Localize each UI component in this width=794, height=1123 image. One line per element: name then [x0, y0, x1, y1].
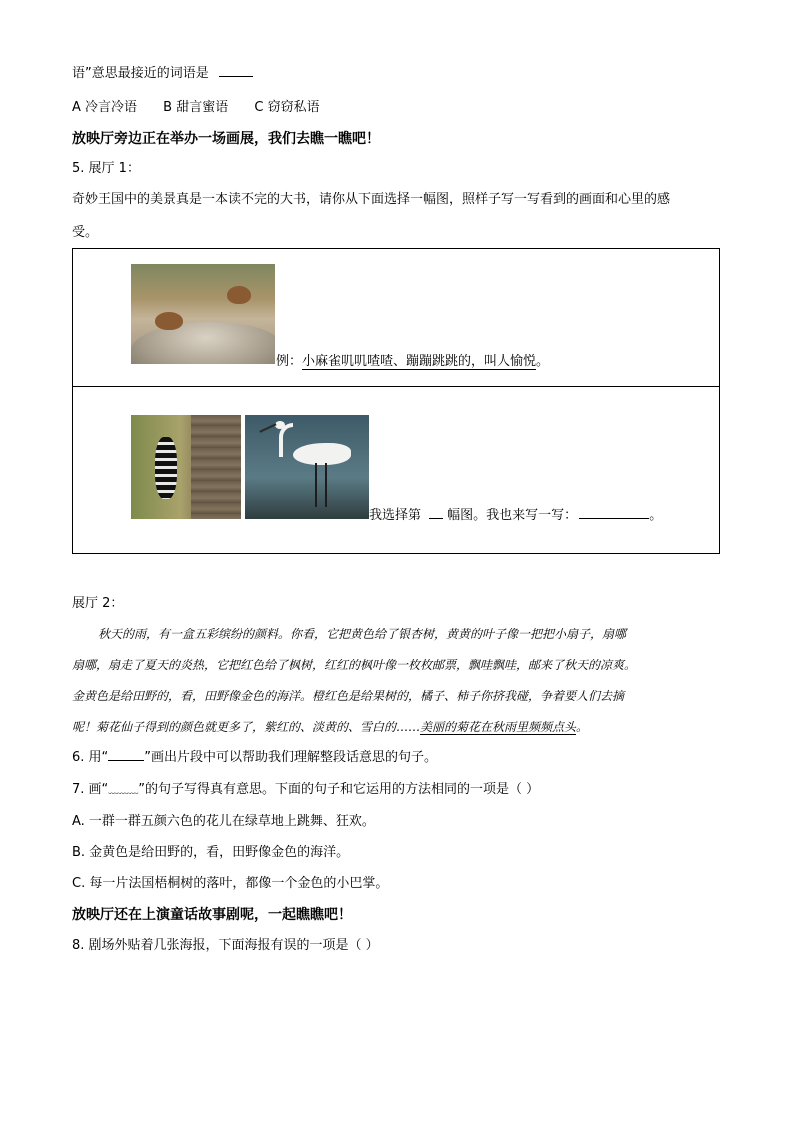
passage-line-4-end: 。: [576, 720, 589, 734]
sparrows-photo: [131, 264, 275, 364]
egret-photo[interactable]: [245, 415, 369, 519]
q5-choose-line: [359, 506, 662, 526]
q7-option-b[interactable]: B. 金黄色是给田野的，看，田野像金色的海洋。: [72, 845, 350, 860]
passage-line-1: 秋天的雨，有一盒五彩缤纷的颜料。你看，它把黄色给了银杏树，黄黄的叶子像一把把小扇子，扇哪: [98, 627, 627, 641]
passage-line-2: 扇哪，扇走了夏天的炎热，它把红色给了枫树，红红的枫叶像一枚枚邮票，飘哇飘哇，邮来了秋天的凉爽。: [72, 658, 637, 672]
q5-picture-table: [72, 248, 720, 554]
example-end: 。: [536, 354, 550, 369]
passage-line-4: [72, 712, 732, 743]
woodpecker-bird: [155, 437, 177, 499]
q7-stem: [72, 780, 539, 801]
autumn-rain-passage: [72, 619, 732, 743]
q4-choice-a[interactable]: A 冷言冷语: [72, 100, 138, 115]
choose-part1: 我选择第: [369, 508, 422, 523]
q4-choice-b[interactable]: B 甜言蜜语: [163, 100, 229, 115]
q5-instruction-line1: 奇妙王国中的美景真是一本读不完的大书，请你从下面选择一幅图，照样子写一写看到的画面和心里的感: [72, 192, 671, 207]
q4-answer-blank[interactable]: [219, 76, 253, 77]
sparrow-left: [155, 312, 183, 330]
picture-number-blank[interactable]: [429, 518, 443, 519]
q4-stem: [72, 64, 253, 84]
choose-end: 。: [649, 508, 663, 523]
q5-example: [276, 352, 549, 372]
q7-prefix: 7. 画“: [72, 782, 109, 797]
hall-2-label: 展厅 2：: [72, 596, 124, 611]
egret-leg-right: [325, 463, 327, 507]
choose-part3: 。我也来写一写：: [473, 508, 578, 523]
choose-part2: 幅图: [447, 508, 474, 523]
q6-underline-mark: [108, 760, 144, 761]
q7-option-c[interactable]: C. 每一片法国梧桐树的落叶，都像一个金色的小巴掌。: [72, 876, 389, 891]
tree-trunk: [191, 415, 241, 519]
rock-shape: [131, 322, 275, 364]
q5-number: 5. 展厅 1：: [72, 161, 140, 176]
example-prefix: 例：: [276, 354, 303, 369]
passage-underlined-sentence: 美丽的菊花在秋雨里频频点头: [420, 720, 577, 734]
section-heading-exhibition: 放映厅旁边正在举办一场画展，我们去瞧一瞧吧！: [72, 131, 380, 147]
egret-leg-left: [315, 463, 317, 507]
egret-body: [293, 443, 351, 465]
q4-text: 语”意思最接近的词语是: [72, 66, 209, 81]
writing-blank[interactable]: [579, 518, 649, 519]
q6-prefix: 6. 用“: [72, 750, 109, 765]
q4-choices: [72, 98, 342, 118]
q7-suffix: ”的句子写得真有意思。下面的句子和它运用的方法相同的一项是（ ）: [138, 782, 540, 797]
q8-stem: 8. 剧场外贴着几张海报，下面海报有误的一项是（ ）: [72, 938, 379, 953]
q4-choice-c[interactable]: C 窃窃私语: [254, 100, 320, 115]
egret-beak: [259, 423, 276, 432]
q7-wave-mark: ﹏﹏﹏: [108, 785, 139, 796]
passage-line-3: 金黄色是给田野的，看，田野像金色的海洋。橙红色是给果树的，橘子、柿子你挤我碰，争着要人们去摘: [72, 689, 625, 703]
table-row-divider: [73, 386, 719, 387]
sparrow-right: [227, 286, 251, 304]
example-sentence: 小麻雀叽叽喳喳、蹦蹦跳跳的，叫人愉悦: [302, 354, 537, 369]
q6-suffix: ”画出片段中可以帮助我们理解整段话意思的句子。: [144, 750, 438, 765]
passage-line-4-text: 呢！菊花仙子得到的颜色就更多了，紫红的、淡黄的、雪白的……: [72, 720, 421, 734]
q7-option-a[interactable]: A. 一群一群五颜六色的花儿在绿草地上跳舞、狂欢。: [72, 814, 375, 829]
q5-instruction-line2: 受。: [72, 225, 99, 240]
q6: [72, 748, 437, 768]
section-heading-theater: 放映厅还在上演童话故事剧呢，一起瞧瞧吧！: [72, 907, 352, 923]
woodpecker-photo[interactable]: [131, 415, 241, 519]
